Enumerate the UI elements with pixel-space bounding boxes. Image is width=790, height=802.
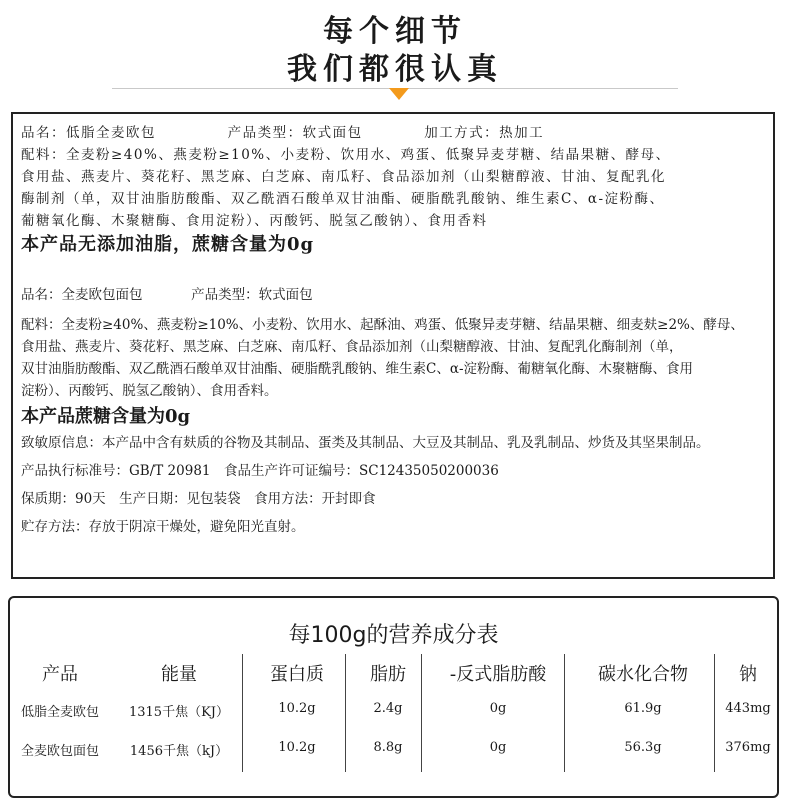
table-row: [10, 740, 777, 764]
product1-claim: 本产品无添加油脂，蔗糖含量为0g: [21, 234, 315, 255]
header-title-line2: 我们都很认真: [287, 52, 503, 87]
product1-ingredients-line: 酶制剂（单，双甘油脂肪酸酯、双乙酰酒石酸单双甘油酯、硬脂酰乳酸钠、维生素C、α-淀粉酶、: [21, 191, 665, 207]
cell-trans-fat: 0g: [489, 701, 507, 716]
header-trans-fat: -反式脂肪酸: [449, 664, 547, 685]
cell-protein: 10.2g: [278, 740, 316, 755]
product2-ingredients-line: 双甘油脂肪酸酯、双乙酰酒石酸单双甘油酯、硬脂酰乳酸钠、维生素C、α-淀粉酶、葡糖氧化酶、木聚糖酶、食用: [21, 361, 694, 377]
product2-allergen: 致敏原信息：本产品中含有麸质的谷物及其制品、蛋类及其制品、大豆及其制品、乳及乳制品、炒货及其坚果制品。: [21, 435, 710, 451]
nutrition-header-row: [10, 660, 777, 688]
product1-ingredients-line: 配料：全麦粉≥40%、燕麦粉≥10%、小麦粉、饮用水、鸡蛋、低聚异麦芽糖、结晶果糖、酵母、: [21, 147, 671, 163]
cell-product: 全麦欧包面包: [20, 744, 99, 759]
header-energy: 能量: [161, 664, 197, 685]
product2-type: 产品类型：软式面包: [191, 287, 313, 303]
product2-ingredients-line: 淀粉）、丙酸钙、脱氢乙酸钠）、食用香料。: [21, 383, 278, 399]
product1-ingredients-line: 葡糖氧化酶、木聚糖酶、食用淀粉）、丙酸钙、脱氢乙酸钠）、食用香料: [21, 213, 488, 229]
cell-protein: 10.2g: [278, 701, 316, 716]
product1-ingredients-line: 食用盐、燕麦片、葵花籽、黑芝麻、白芝麻、南瓜籽、食品添加剂（山梨糖醇液、甘油、复配乳化: [21, 169, 666, 185]
nutrition-title: 每100g的营养成分表: [288, 623, 499, 648]
cell-carbohydrate: 61.9g: [624, 701, 662, 716]
product-info-panel: [11, 112, 775, 579]
product1-header-row: [21, 122, 765, 144]
header: [0, 0, 790, 104]
header-title-line1: 每个细节: [323, 14, 467, 49]
product1-process: 加工方式：热加工: [424, 125, 545, 141]
product2-claim: 本产品蔗糖含量为0g: [21, 406, 191, 427]
cell-sodium: 376mg: [725, 740, 771, 755]
header-product: 产品: [42, 664, 78, 685]
cell-fat: 2.4g: [373, 701, 403, 716]
product2-shelf-life: 保质期：90天 生产日期：见包装袋 食用方法：开封即食: [21, 491, 376, 507]
cell-trans-fat: 0g: [489, 740, 507, 755]
cell-sodium: 443mg: [725, 701, 771, 716]
cell-product: 低脂全麦欧包: [20, 705, 99, 720]
product2-standard: 产品执行标准号：GB/T 20981 食品生产许可证编号：SC12435050200036: [21, 463, 499, 479]
table-row: [10, 701, 777, 725]
product2-name: 品名：全麦欧包面包: [21, 287, 143, 303]
product2-ingredients-line: 配料：全麦粉≥40%、燕麦粉≥10%、小麦粉、饮用水、起酥油、鸡蛋、低聚异麦芽糖、结晶果糖、细麦麸≥2%、酵母、: [21, 317, 744, 333]
product1-name: 品名：低脂全麦欧包: [21, 125, 156, 141]
cell-energy: 1456千焦（kJ）: [129, 744, 229, 759]
header-carbohydrate: 碳水化合物: [598, 664, 688, 685]
cell-carbohydrate: 56.3g: [624, 740, 662, 755]
cell-fat: 8.8g: [373, 740, 403, 755]
product2-header-row: [21, 284, 765, 306]
header-fat: 脂肪: [370, 664, 406, 685]
down-arrow-icon: [389, 88, 409, 100]
header-sodium: 钠: [739, 664, 757, 685]
product2-section: [21, 284, 765, 538]
product1-type: 产品类型：软式面包: [227, 125, 363, 141]
nutrition-table: [8, 596, 779, 798]
product1-section: [21, 122, 765, 258]
product2-ingredients-line: 食用盐、燕麦片、葵花籽、黑芝麻、白芝麻、南瓜籽、食品添加剂（山梨糖醇液、甘油、复配乳化酶制剂（单，: [21, 339, 683, 355]
product2-storage: 贮存方法：存放于阴凉干燥处，避免阳光直射。: [21, 519, 305, 535]
cell-energy: 1315千焦（KJ）: [128, 705, 229, 720]
header-protein: 蛋白质: [270, 664, 324, 685]
